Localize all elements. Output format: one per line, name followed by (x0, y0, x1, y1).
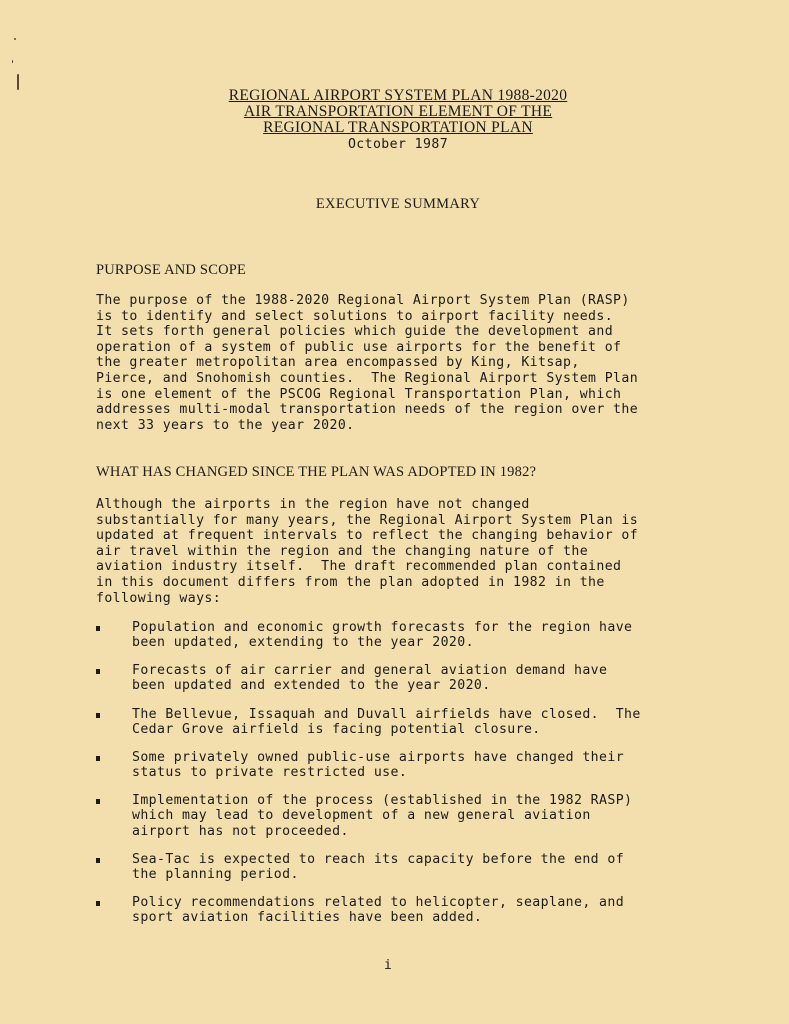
paragraph-line: operation of a system of public use airports for the benefit of (96, 339, 622, 355)
bullet-text (132, 707, 641, 738)
bullet-text (132, 620, 632, 651)
bullet-line: airport has not proceeded. (132, 823, 349, 839)
bullet-icon (96, 756, 100, 761)
bullet-line: sport aviation facilities have been added. (132, 910, 483, 926)
paragraph-line: substantially for many years, the Regional Airport System Plan is (96, 512, 639, 528)
bullet-line: been updated, extending to the year 2020. (132, 635, 474, 651)
bullet-icon (96, 901, 100, 906)
bullet-line: the planning period. (132, 867, 299, 883)
scan-speck (12, 60, 13, 63)
paragraph-line: next 33 years to the year 2020. (96, 417, 355, 433)
paragraph-line: Although the airports in the region have not changed (96, 497, 530, 512)
paragraph-line: the greater metropolitan area encompassed by King, Kitsap, (96, 355, 580, 371)
bullet-line: Some privately owned public-use airports have changed their (132, 750, 625, 765)
executive-summary-heading: EXECUTIVE SUMMARY (315, 196, 481, 212)
bullet-text (132, 793, 632, 839)
changes-intro-paragraph (96, 497, 706, 606)
document-date: October 1987 (347, 137, 449, 152)
bullet-line: which may lead to development of a new general aviation (132, 808, 591, 824)
paragraph-line: is to identify and select solutions to airport facility needs. (96, 308, 614, 324)
bullet-line: Population and economic growth forecasts for the region have (132, 620, 633, 635)
title-line-2: AIR TRANSPORTATION ELEMENT OF THE (243, 103, 553, 120)
page-number: i (384, 958, 392, 973)
title-line-3: REGIONAL TRANSPORTATION PLAN (263, 119, 533, 136)
bullet-line: status to private restricted use. (132, 765, 408, 781)
paragraph-line: is one element of the PSCOG Regional Transportation Plan, which (96, 386, 622, 402)
paragraph-line: The purpose of the 1988-2020 Regional Airport System Plan (RASP) (96, 293, 630, 308)
scan-speck (14, 38, 16, 40)
bullet-line: Policy recommendations related to helicopter, seaplane, and (132, 895, 625, 910)
bullet-text (132, 663, 607, 694)
bullet-line: The Bellevue, Issaquah and Duvall airfields have closed. The (132, 707, 641, 722)
bullet-icon (96, 713, 100, 718)
bullet-line: Implementation of the process (established in the 1982 RASP) (132, 793, 633, 808)
paragraph-line: air travel within the region and the changing nature of the (96, 543, 589, 559)
bullet-line: Sea-Tac is expected to reach its capacity before the end of (132, 852, 625, 867)
paragraph-line: Pierce, and Snohomish counties. The Regional Airport System Plan (96, 370, 639, 386)
bullet-icon (96, 799, 100, 804)
bullet-icon (96, 858, 100, 863)
changes-heading: WHAT HAS CHANGED SINCE THE PLAN WAS ADOPTED IN 1982? (96, 464, 537, 480)
paragraph-line: aviation industry itself. The draft recommended plan contained (96, 559, 622, 575)
paragraph-line: It sets forth general policies which guide the development and (96, 324, 614, 340)
bullet-line: Forecasts of air carrier and general aviation demand have (132, 663, 608, 678)
paragraph-line: addresses multi-modal transportation needs of the region over the (96, 402, 639, 418)
purpose-heading: PURPOSE AND SCOPE (96, 262, 247, 278)
document-title (180, 88, 616, 153)
purpose-paragraph (96, 293, 706, 433)
paragraph-line: following ways: (96, 590, 222, 606)
bullet-text (132, 750, 624, 781)
scan-speck (17, 74, 19, 90)
paragraph-line: in this document differs from the plan adopted in 1982 in the (96, 574, 605, 590)
bullet-icon (96, 669, 100, 674)
paragraph-line: updated at frequent intervals to reflect the changing behavior of (96, 528, 639, 544)
bullet-icon (96, 626, 100, 631)
bullet-text (132, 852, 624, 883)
bullet-line: Cedar Grove airfield is facing potential closure. (132, 722, 541, 738)
bullet-line: been updated and extended to the year 2020. (132, 678, 491, 694)
bullet-text (132, 895, 624, 926)
title-line-1: REGIONAL AIRPORT SYSTEM PLAN 1988-2020 (228, 87, 568, 104)
